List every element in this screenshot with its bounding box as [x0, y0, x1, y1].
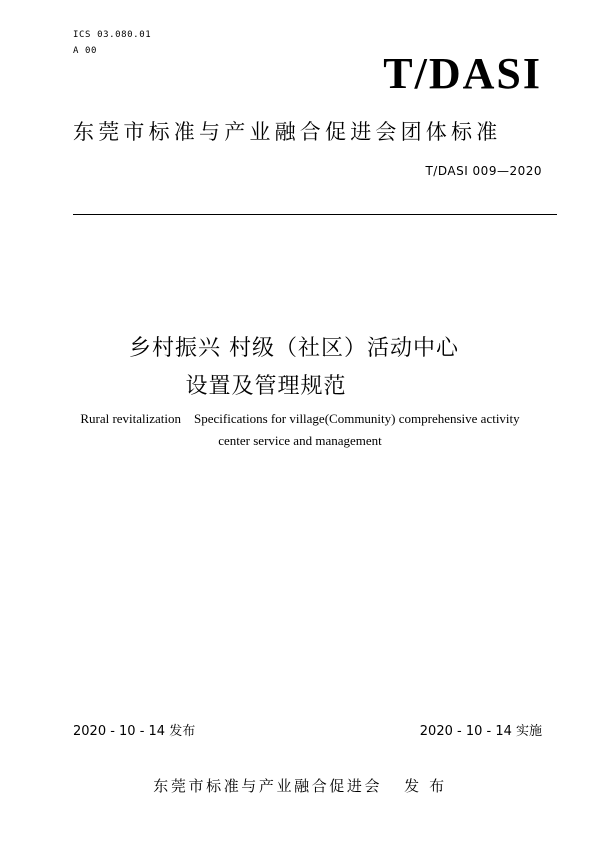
implementation-date: 2020 - 10 - 14 实施	[419, 724, 542, 739]
organization-title: 东莞市标准与产业融合促进会团体标准	[73, 120, 502, 144]
english-title-line-2: center service and management	[218, 433, 382, 448]
publisher-footer	[0, 775, 600, 796]
publisher-name: 东莞市标准与产业融合促进会	[153, 777, 383, 795]
issue-date: 2020 - 10 - 14 发布	[73, 724, 196, 739]
standard-logo: T/DASI	[383, 49, 542, 98]
standard-number: T/DASI 009—2020	[425, 164, 542, 178]
publish-action: 发 布	[404, 777, 447, 795]
chinese-title-line-1: 乡村振兴 村级（社区）活动中心	[129, 336, 459, 361]
english-title-line-1: Rural revitalization Specifications for village(Community) comprehensive activity	[80, 411, 520, 426]
header-divider	[73, 214, 557, 215]
ics-code: ICS 03.080.01	[73, 30, 152, 40]
ccs-code: A 00	[73, 46, 98, 56]
chinese-title-line-2: 设置及管理规范	[185, 374, 347, 399]
